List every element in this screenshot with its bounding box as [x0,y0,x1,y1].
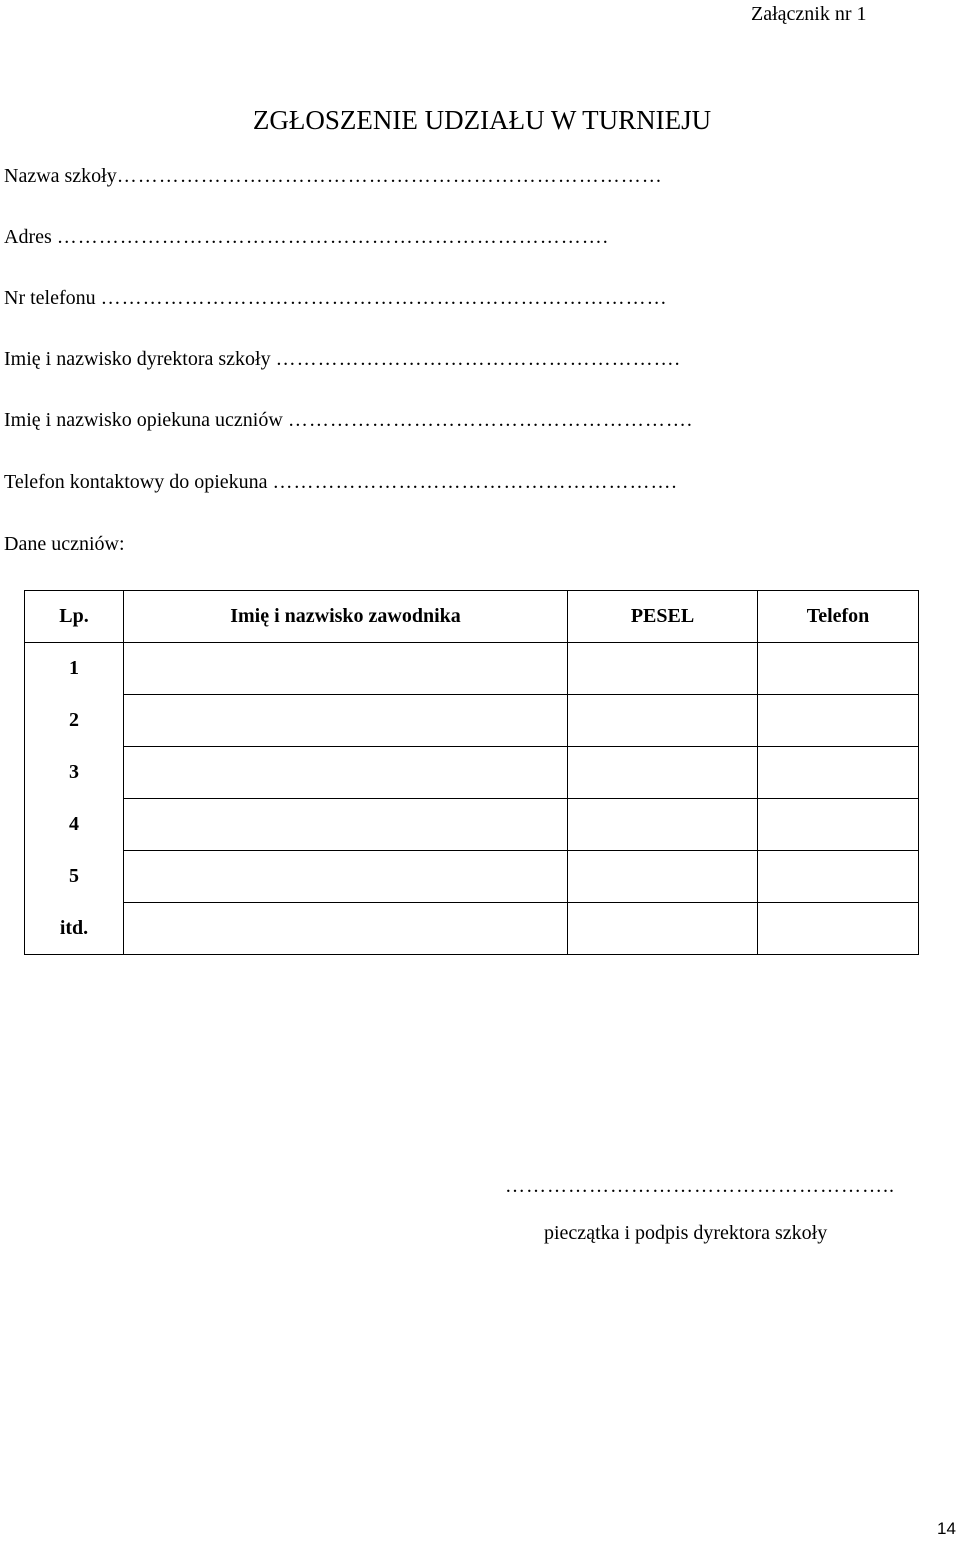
annex-label: Załącznik nr 1 [751,3,867,25]
row-number: 1 [25,643,124,695]
name-cell[interactable] [124,903,568,955]
students-table [24,590,919,955]
phone-cell[interactable] [758,643,919,695]
name-cell[interactable] [124,695,568,747]
field-dots: …………………………………………………………………… [116,165,663,187]
field-label: Adres [4,226,57,248]
column-header-name: Imię i nazwisko zawodnika [124,591,568,643]
field-dots: ……………………………………………………………………. [56,226,609,248]
row-number: 2 [25,695,124,747]
page-title: ZGŁOSZENIE UDZIAŁU W TURNIEJU [252,105,712,135]
name-cell[interactable] [124,747,568,799]
pesel-cell[interactable] [568,799,758,851]
pesel-cell[interactable] [568,643,758,695]
table-row [25,747,919,799]
column-header-lp: Lp. [25,591,124,643]
column-header-pesel: PESEL [568,591,758,643]
phone-cell[interactable] [758,695,919,747]
table-row [25,851,919,903]
table-row [25,695,919,747]
field-school-name [4,164,663,188]
phone-cell[interactable] [758,747,919,799]
field-dots: …………………………………………………. [287,409,693,431]
table-row [25,643,919,695]
field-label: Nazwa szkoły [4,165,117,187]
pesel-cell[interactable] [568,851,758,903]
column-header-phone: Telefon [758,591,919,643]
row-number: itd. [25,903,124,955]
phone-cell[interactable] [758,903,919,955]
field-guardian-phone [4,470,678,494]
field-dots: ……………………………………………………………………… [100,287,668,309]
field-label: Imię i nazwisko dyrektora szkoły [4,348,276,370]
table-row [25,903,919,955]
students-heading [4,532,125,556]
signature-label: pieczątka i podpis dyrektora szkoły [544,1222,828,1244]
page-number: 14 [937,1519,956,1538]
phone-cell[interactable] [758,799,919,851]
field-label: Imię i nazwisko opiekuna uczniów [4,409,288,431]
name-cell[interactable] [124,851,568,903]
table-row [25,799,919,851]
row-number: 3 [25,747,124,799]
field-address [4,225,609,249]
field-dots: …………………………………………………. [275,348,681,370]
pesel-cell[interactable] [568,695,758,747]
field-director-name [4,347,681,371]
pesel-cell[interactable] [568,903,758,955]
field-phone [4,286,668,310]
field-dots: …………………………………………………. [272,471,678,493]
signature-line: ……………………………………………….. [505,1175,895,1197]
field-guardian-name [4,408,693,432]
field-label: Telefon kontaktowy do opiekuna [4,471,273,493]
name-cell[interactable] [124,799,568,851]
field-label: Nr telefonu [4,287,101,309]
field-label: Dane uczniów: [4,533,125,555]
name-cell[interactable] [124,643,568,695]
phone-cell[interactable] [758,851,919,903]
pesel-cell[interactable] [568,747,758,799]
row-number: 4 [25,799,124,851]
row-number: 5 [25,851,124,903]
table-header-row [25,591,919,643]
